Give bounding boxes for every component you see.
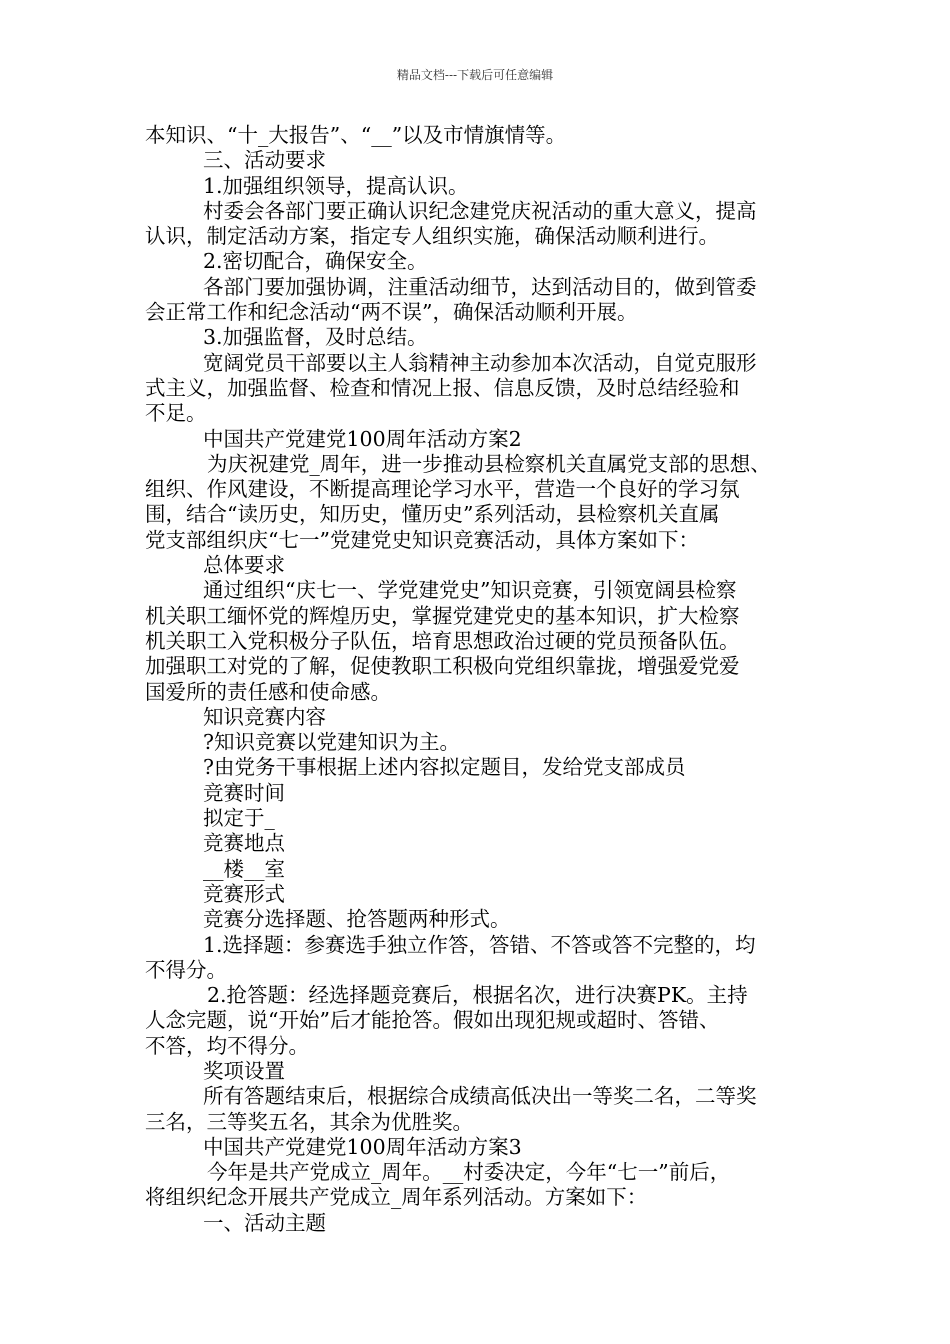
text-line: 会正常工作和纪念活动“两不误”，确保活动顺利开展。: [145, 300, 638, 325]
text-line: 通过组织“庆七一、学党建党史”知识竞赛，引领宽阔县检察: [203, 578, 737, 603]
text-line: 村委会各部门要正确认识纪念建党庆祝活动的重大意义，提高: [203, 198, 757, 223]
text-line: 2.抢答题：经选择题竞赛后，根据名次，进行决赛PK。主持: [207, 983, 748, 1008]
text-line: 各部门要加强协调，注重活动细节，达到活动目的，做到管委: [203, 274, 757, 299]
text-line: 竞赛形式: [203, 881, 285, 906]
text-line: 1.选择题：参赛选手独立作答，答错、不答或答不完整的，均: [203, 932, 756, 957]
text-line: 加强职工对党的了解，促使教职工积极向党组织靠拢，增强爱党爱: [145, 654, 740, 679]
text-line: 式主义，加强监督、检查和情况上报、信息反馈，及时总结经验和: [145, 375, 740, 400]
text-line: 总体要求: [203, 553, 285, 578]
text-line: 中国共产党建党100周年活动方案3: [203, 1134, 522, 1159]
text-line: 1.加强组织领导，提高认识。: [203, 173, 469, 198]
text-line: 三名，三等奖五名，其余为优胜奖。: [145, 1109, 473, 1134]
text-line: 所有答题结束后，根据综合成绩高低决出一等奖二名，二等奖: [203, 1084, 757, 1109]
text-line: 将组织纪念开展共产党成立_周年系列活动。方案如下：: [145, 1185, 648, 1210]
text-line: 围，结合“读历史，知历史，懂历史”系列活动，县检察机关直属: [145, 502, 720, 527]
text-line: ?知识竞赛以党建知识为主。: [203, 730, 460, 755]
text-line: 为庆祝建党_周年，进一步推动县检察机关直属党支部的思想、: [207, 451, 771, 476]
text-line: 三、活动要求: [203, 148, 326, 173]
text-line: 3.加强监督，及时总结。: [203, 325, 428, 350]
text-line: 竞赛时间: [203, 780, 285, 805]
text-line: 拟定于_: [203, 806, 275, 831]
document-body: [145, 123, 823, 1236]
text-line: 不答，均不得分。: [145, 1033, 309, 1058]
text-line: 今年是共产党成立_周年。__村委决定，今年“七一”前后，: [207, 1160, 731, 1185]
text-line: 竞赛分选择题、抢答题两种形式。: [203, 907, 511, 932]
text-line: 不得分。: [145, 957, 227, 982]
text-line: 机关职工入党积极分子队伍，培育思想政治过硬的党员预备队伍。: [145, 628, 740, 653]
text-line: 人念完题，说“开始”后才能抢答。假如出现犯规或超时、答错、: [145, 1008, 720, 1033]
text-line: 一、活动主题: [203, 1210, 326, 1235]
text-line: 本知识、“十_大报告”、“__”以及市情旗情等。: [145, 123, 567, 147]
text-line: 奖项设置: [203, 1058, 285, 1083]
text-line: 竞赛地点: [203, 831, 285, 856]
text-line: 中国共产党建党100周年活动方案2: [203, 426, 522, 451]
page-header: 精品文档---下载后可任意编辑: [396, 68, 554, 82]
text-line: 知识竞赛内容: [203, 704, 326, 729]
text-line: 组织、作风建设，不断提高理论学习水平，营造一个良好的学习氛: [145, 477, 740, 502]
text-line: __楼__室: [203, 856, 285, 881]
text-line: 不足。: [145, 401, 207, 426]
text-line: 2.密切配合，确保安全。: [203, 249, 428, 274]
text-line: 党支部组织庆“七一”党建党史知识竞赛活动，具体方案如下：: [145, 527, 699, 552]
text-line: 机关职工缅怀党的辉煌历史，掌握党建党史的基本知识，扩大检察: [145, 603, 740, 628]
text-line: 认识，制定活动方案，指定专人组织实施，确保活动顺利进行。: [145, 224, 719, 249]
text-line: ?由党务干事根据上述内容拟定题目，发给党支部成员: [203, 755, 686, 780]
text-line: 宽阔党员干部要以主人翁精神主动参加本次活动，自觉克服形: [203, 350, 757, 375]
text-line: 国爱所的责任感和使命感。: [145, 679, 391, 704]
